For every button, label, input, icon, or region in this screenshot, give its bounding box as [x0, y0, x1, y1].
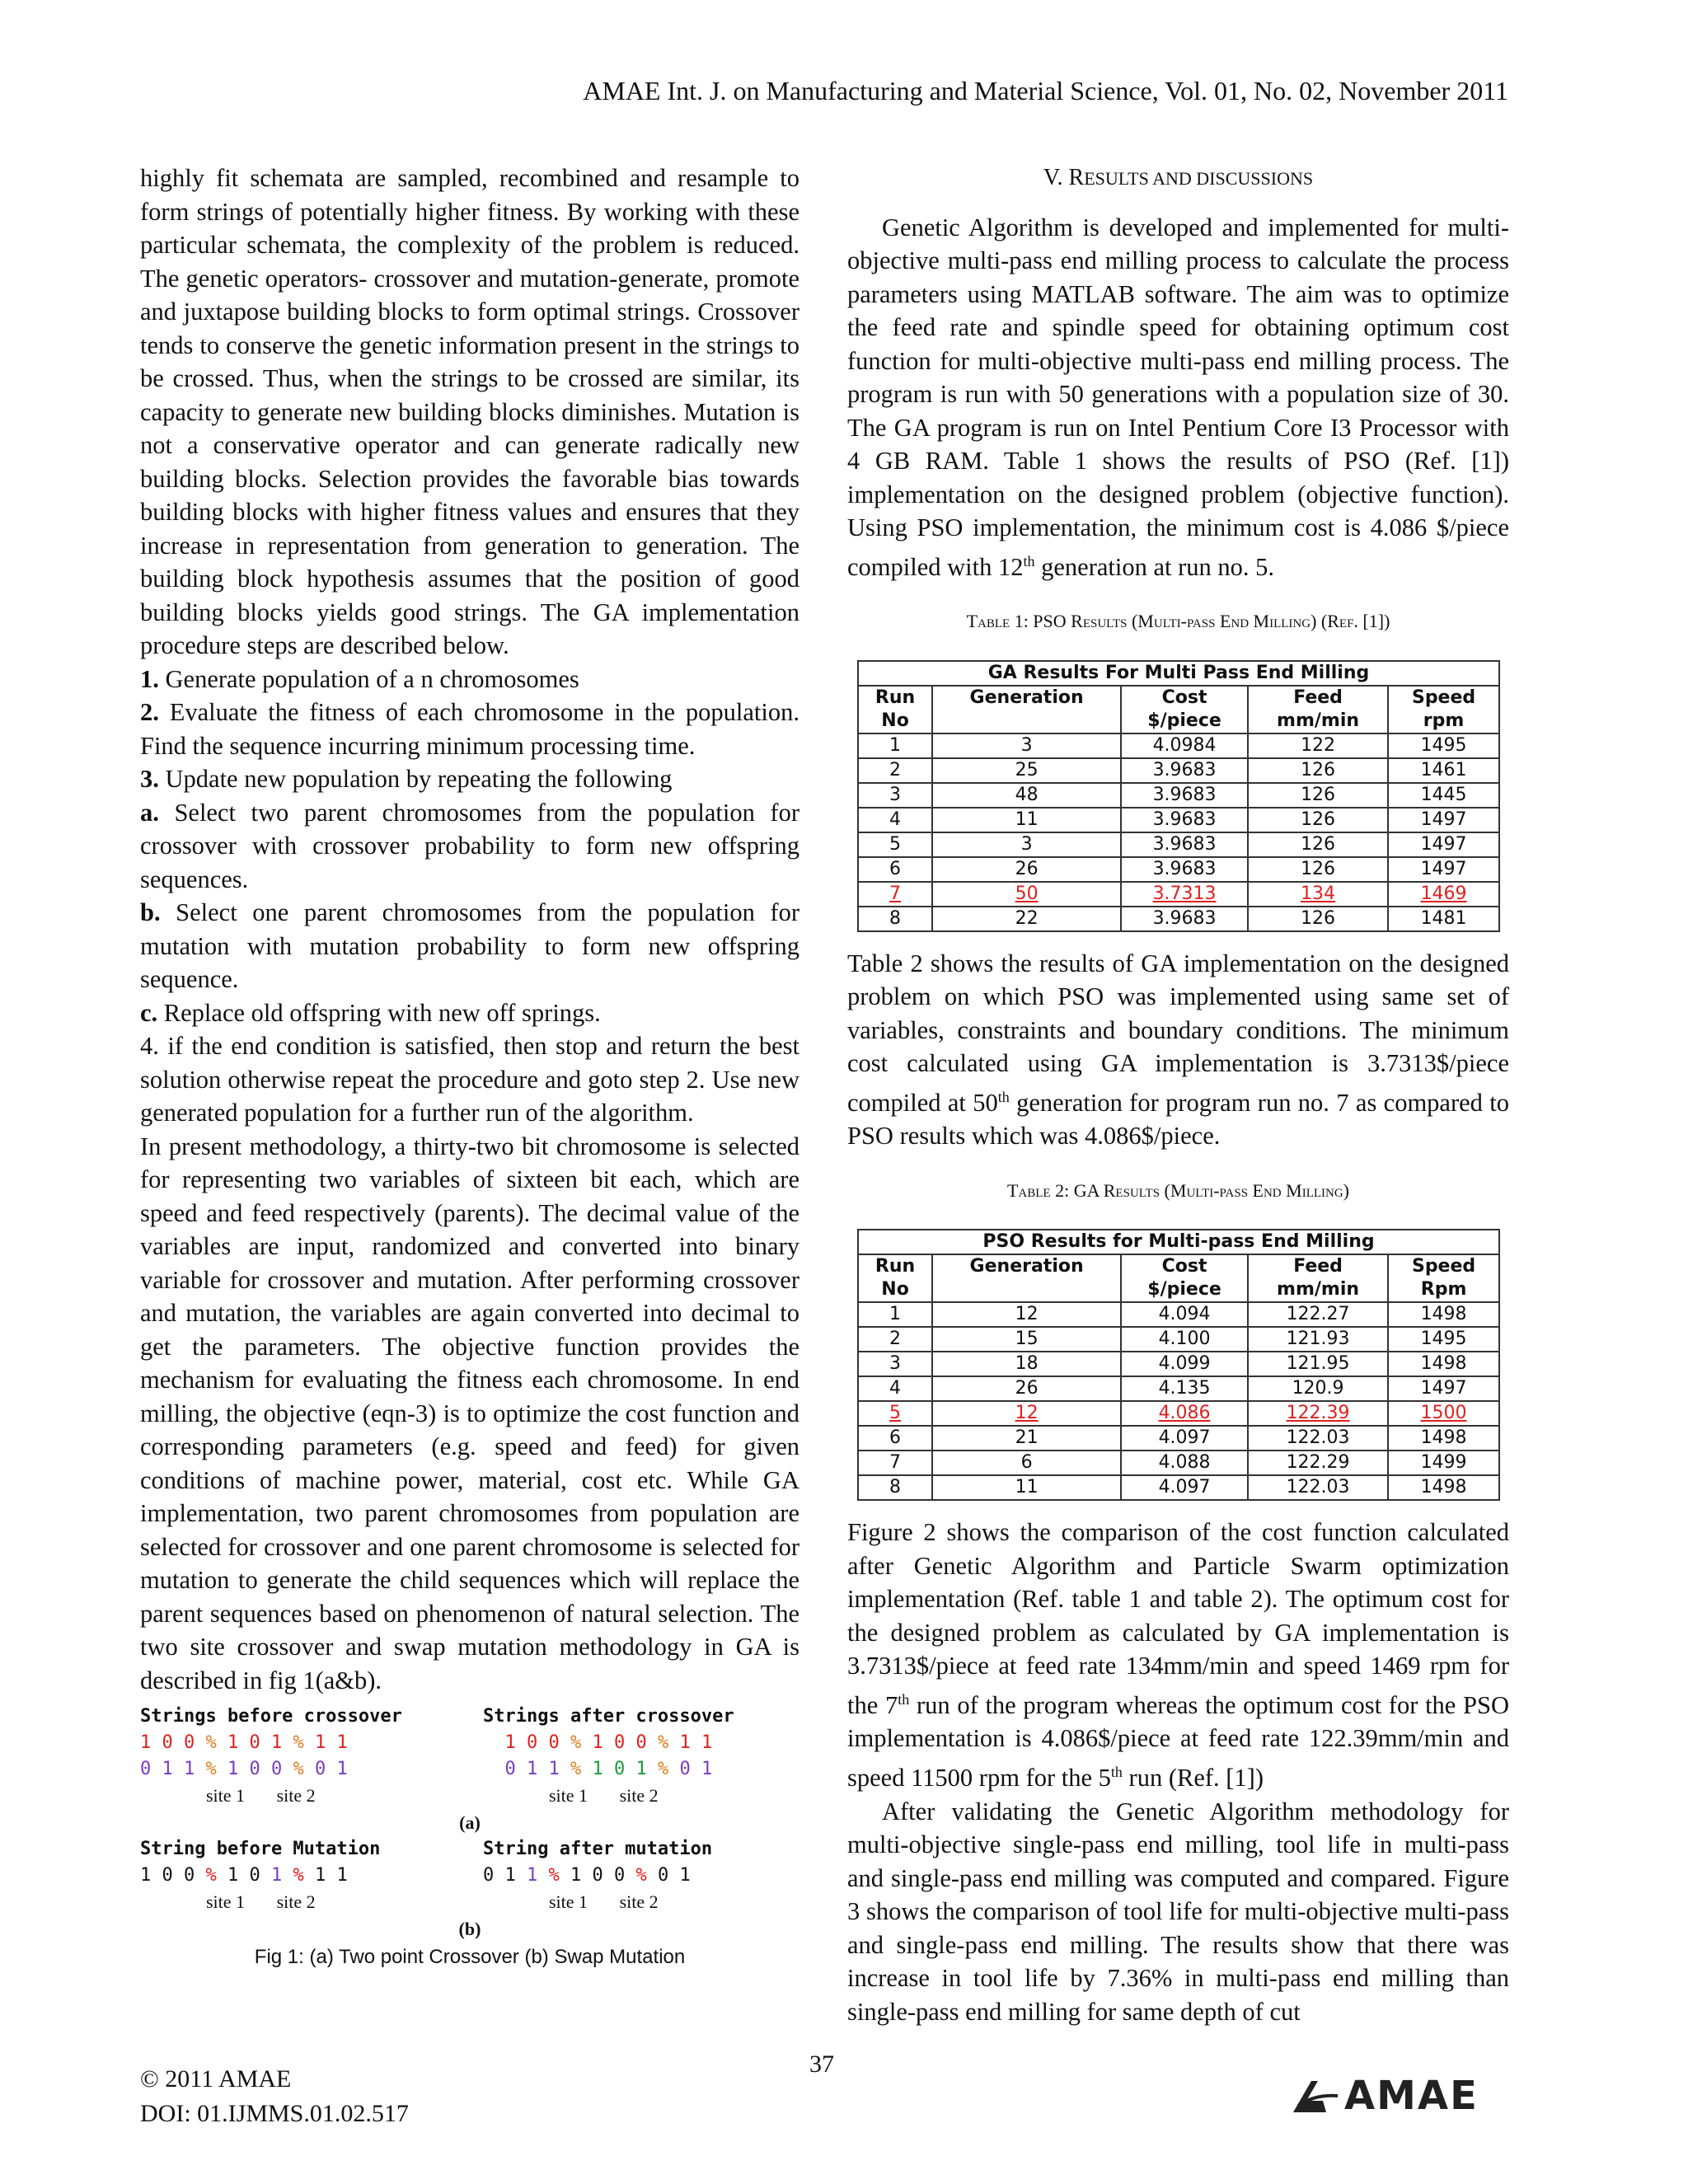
table-cell: 3.9683	[1121, 758, 1248, 783]
table-cell: 1498	[1388, 1302, 1499, 1327]
table-header-cell: Generation	[932, 1254, 1121, 1302]
table-cell: 4.135	[1121, 1376, 1248, 1401]
table-cell: 1499	[1388, 1451, 1499, 1475]
table-cell: 25	[932, 758, 1121, 783]
table-cell: 134	[1248, 882, 1388, 907]
body-paragraph: highly fit schemata are sampled, recombined and resample to form strings of potentially higher fitness. By working with these particular schemata, the complexity of the problem is reduced. The genetic operators- crossover and mutation-generate, promote and juxtapose building blocks to form optimal strings. Crossover tends to conserve the genetic information present in the strings to be crossed. Thus, when the strings to be crossed are similar, its capacity to generate new building blocks diminishes. Mutation is not a conservative operator and can generate radically new building blocks. Selection provides the favorable bias towards building blocks with higher fitness values and ensures that they increase in representation from generation to generation. The building block hypothesis assumes that the position of good building blocks yields good strings. The GA implementation procedure steps are described below.	[140, 164, 799, 659]
table-cell: 3	[858, 783, 932, 808]
figure-label-b: (b)	[458, 1919, 481, 1939]
table-cell: 121.93	[1248, 1327, 1388, 1352]
table-cell: 3	[858, 1352, 932, 1376]
table-row	[858, 832, 1499, 857]
table-1-title: GA Results For Multi Pass End Milling	[858, 661, 1499, 686]
child-string-2: 0 1 1 % 1 0 1 % 0 1	[504, 1759, 713, 1779]
body-paragraph: In present methodology, a thirty-two bit chromosome is selected for representing two variables of sixteen bit each, which are speed and feed respectively (parents). The decimal value of the variables are input, randomized and converted into binary variable for crossover and mutation. After performing crossover and mutation, the variables are again converted into decimal to get the parameters. The objective function provides the mechanism for evaluating the fitness each chromosome. In end milling, the objective (eqn-3) is to optimize the cost function and corresponding parameters (e.g. speed and feed) for given conditions of machine power, material, cost etc. While GA implementation, two parent chromosomes from population are selected for crossover and one parent chromosome is selected for mutation to generate the child sequences which will replace the parent sequences based on phenomenon of natural selection. The two site crossover and swap mutation methodology in GA is described in fig 1(a&b).	[140, 1132, 799, 1694]
table-cell: 3.9683	[1121, 783, 1248, 808]
table-row	[858, 1327, 1499, 1352]
table-cell: 6	[932, 1451, 1121, 1475]
table-cell: 1481	[1388, 907, 1499, 931]
table-cell: 4.097	[1121, 1426, 1248, 1451]
table-cell: 6	[858, 1426, 932, 1451]
table-cell: 126	[1248, 783, 1388, 808]
table-2	[857, 1229, 1500, 1501]
step-item: 3. Update new population by repeating the following	[140, 765, 673, 793]
table-row	[858, 808, 1499, 832]
table-cell: 12	[932, 1302, 1121, 1327]
table-header-cell: Feed mm/min	[1248, 1254, 1388, 1302]
table-cell: 3	[932, 832, 1121, 857]
body-paragraph: After validating the Genetic Algorithm methodology for multi-objective single-pass end milling, tool life in multi-pass and single-pass end milling was computed and compared. Figure 3 shows the comparison of tool life for multi-objective multi-pass and single-pass end milling. The results show that there was increase in tool life by 7.36% in multi-pass end milling than single-pass end milling for same depth of cut	[847, 1797, 1509, 2026]
table-row	[858, 733, 1499, 758]
table-cell: 11	[932, 1475, 1121, 1500]
table-cell: 2	[858, 1327, 932, 1352]
table-cell: 1461	[1388, 758, 1499, 783]
mutation-string-after: 0 1 1 % 1 0 0 % 0 1	[483, 1865, 691, 1886]
table-cell: 126	[1248, 857, 1388, 882]
table-header-cell: Speed Rpm	[1388, 1254, 1499, 1302]
parent-string-1: 1 0 0 % 1 0 1 % 1 1	[140, 1732, 348, 1753]
table-cell: 120.9	[1248, 1376, 1388, 1401]
table-cell: 1469	[1388, 882, 1499, 907]
table-cell: 1497	[1388, 1376, 1499, 1401]
table-cell: 1	[858, 1302, 932, 1327]
table-header-cell: Generation	[932, 686, 1121, 733]
table-row	[858, 1426, 1499, 1451]
body-paragraph: Table 2 shows the results of GA implementation on the designed problem on which PSO was implemented using same set of variables, constraints and boundary conditions. The minimum cost calculated using GA implementation is 3.7313$/piece compiled at 50th generation for program run no. 7 as compared to PSO results which was 4.086$/piece.	[847, 949, 1509, 1151]
table-cell: 4	[858, 1376, 932, 1401]
table-row	[858, 1302, 1499, 1327]
table-row	[858, 857, 1499, 882]
step-item: b. Select one parent chromosomes from the population for mutation with mutation probability to form new offspring sequence.	[140, 898, 799, 993]
table-cell: 1498	[1388, 1352, 1499, 1376]
parent-string-2: 0 1 1 % 1 0 0 % 0 1	[140, 1759, 348, 1779]
step-item: c. Replace old offspring with new off springs.	[140, 998, 601, 1027]
footer	[140, 2062, 409, 2131]
table-cell: 126	[1248, 907, 1388, 931]
step-item: 1. Generate population of a n chromosomes	[140, 664, 579, 693]
table-cell: 1498	[1388, 1475, 1499, 1500]
copyright: © 2011 AMAE	[140, 2065, 292, 2093]
table-cell: 4	[858, 808, 932, 832]
table-cell: 122.27	[1248, 1302, 1388, 1327]
table-cell: 48	[932, 783, 1121, 808]
right-column	[847, 162, 1509, 2028]
table-cell: 18	[932, 1352, 1121, 1376]
table-cell: 126	[1248, 758, 1388, 783]
table-cell: 3.9683	[1121, 808, 1248, 832]
table-cell: 4.0984	[1121, 733, 1248, 758]
table-cell: 1495	[1388, 1327, 1499, 1352]
table-cell: 12	[932, 1401, 1121, 1426]
table-row	[858, 1376, 1499, 1401]
table-cell: 3.9683	[1121, 857, 1248, 882]
table-cell: 122	[1248, 733, 1388, 758]
table-cell: 3.9683	[1121, 907, 1248, 931]
amae-logo: AMAE	[1290, 2073, 1479, 2119]
table-cell: 4.088	[1121, 1451, 1248, 1475]
table-header-cell: Cost $/piece	[1121, 686, 1248, 733]
table-row	[858, 1451, 1499, 1475]
before-crossover-title: Strings before crossover	[140, 1706, 402, 1727]
section-title: V. RESULTS AND DISCUSSIONS	[1043, 165, 1314, 190]
table-cell: 26	[932, 1376, 1121, 1401]
table-2-title: PSO Results for Multi-pass End Milling	[858, 1230, 1499, 1254]
table-cell: 4.086	[1121, 1401, 1248, 1426]
table-cell: 126	[1248, 832, 1388, 857]
table-cell: 121.95	[1248, 1352, 1388, 1376]
body-paragraph: Figure 2 shows the comparison of the cost function calculated after Genetic Algorithm and Particle Swarm optimization implementation (Ref. table 1 and table 2). The optimum cost for the designed problem as calculated by GA implementation is 3.7313$/piece at feed rate 134mm/min and speed 1469 rpm for the 7th run of the program whereas the optimum cost for the PSO implementation is 4.086$/piece at feed rate 122.39mm/min and speed 11500 rpm for the 5th run (Ref. [1])	[847, 1518, 1509, 1793]
table-cell: 1	[858, 733, 932, 758]
table-row	[858, 907, 1499, 931]
table-header-cell: Feed mm/min	[1248, 686, 1388, 733]
table-cell: 122.03	[1248, 1426, 1388, 1451]
table-cell: 1495	[1388, 733, 1499, 758]
table-cell: 7	[858, 1451, 932, 1475]
amae-logo-icon	[1290, 2078, 1339, 2114]
table-cell: 3.9683	[1121, 832, 1248, 857]
child-string-1: 1 0 0 % 1 0 0 % 1 1	[504, 1732, 713, 1753]
table-row	[858, 1475, 1499, 1500]
figure-caption: Fig 1: (a) Two point Crossover (b) Swap Mutation	[254, 1946, 686, 1968]
table-row	[858, 758, 1499, 783]
table-cell: 8	[858, 907, 932, 931]
table-cell: 1500	[1388, 1401, 1499, 1426]
table-cell: 122.39	[1248, 1401, 1388, 1426]
table-header-cell: Run No	[858, 686, 932, 733]
step-item: 2. Evaluate the fitness of each chromosome in the population. Find the sequence incurring minimum processing time.	[140, 698, 799, 760]
table-cell: 21	[932, 1426, 1121, 1451]
table-cell: 5	[858, 832, 932, 857]
table-cell: 4.099	[1121, 1352, 1248, 1376]
step-item: 4. if the end condition is satisfied, then stop and return the best solution otherwise repeat the procedure and goto step 2. Use new generated population for a further run of the algorithm.	[140, 1032, 799, 1127]
step-item: a. Select two parent chromosomes from the population for crossover with crossover probability to form new offspring sequences.	[140, 798, 799, 893]
table-cell: 4.100	[1121, 1327, 1248, 1352]
table-header-cell: Cost $/piece	[1121, 1254, 1248, 1302]
figure-label-a: (a)	[459, 1812, 481, 1833]
table-row	[858, 882, 1499, 907]
table-cell: 4.094	[1121, 1302, 1248, 1327]
table-cell: 6	[858, 857, 932, 882]
table-cell: 2	[858, 758, 932, 783]
table-header-cell: Run No	[858, 1254, 932, 1302]
table-cell: 126	[1248, 808, 1388, 832]
table-row	[858, 1401, 1499, 1426]
table-cell: 1497	[1388, 832, 1499, 857]
table-cell: 1445	[1388, 783, 1499, 808]
table-cell: 1497	[1388, 857, 1499, 882]
table-1-caption: Table 1: PSO Results (Multi-pass End Milling) (Ref. [1])	[966, 611, 1390, 632]
table-row	[858, 783, 1499, 808]
mutation-string-before: 1 0 0 % 1 0 1 % 1 1	[140, 1865, 348, 1886]
table-1	[857, 660, 1500, 932]
table-cell: 3.7313	[1121, 882, 1248, 907]
after-crossover-title: Strings after crossover	[483, 1706, 734, 1727]
table-cell: 15	[932, 1327, 1121, 1352]
table-cell: 122.03	[1248, 1475, 1388, 1500]
left-column	[140, 162, 799, 1971]
table-cell: 26	[932, 857, 1121, 882]
after-mutation-title: String after mutation	[483, 1839, 713, 1859]
table-cell: 3	[932, 733, 1121, 758]
table-header-cell: Speed rpm	[1388, 686, 1499, 733]
table-2-caption: Table 2: GA Results (Multi-pass End Milling)	[1006, 1179, 1350, 1201]
table-cell: 22	[932, 907, 1121, 931]
table-cell: 1497	[1388, 808, 1499, 832]
body-paragraph: Genetic Algorithm is developed and implemented for multi-objective multi-pass end milling process to calculate the process parameters using MATLAB software. The aim was to optimize the feed rate and spindle speed for obtaining optimum cost function for multi-objective multi-pass end milling process. The program is run with 50 generations with a population size of 30. The GA program is run on Intel Pentium Core I3 Processor with 4 GB RAM. Table 1 shows the results of PSO (Ref. [1]) implementation on the designed problem (objective function). Using PSO implementation, the minimum cost is 4.086 $/piece compiled with 12th generation at run no. 5.	[847, 213, 1509, 581]
table-cell: 11	[932, 808, 1121, 832]
before-mutation-title: String before Mutation	[140, 1839, 381, 1859]
running-header: AMAE Int. J. on Manufacturing and Material Science, Vol. 01, No. 02, November 2011	[583, 76, 1508, 105]
table-cell: 50	[932, 882, 1121, 907]
doi: DOI: 01.IJMMS.01.02.517	[140, 2100, 409, 2127]
table-cell: 1498	[1388, 1426, 1499, 1451]
page-number: 37	[809, 2050, 834, 2078]
table-cell: 5	[858, 1401, 932, 1426]
figure-1: Strings before crossover 1 0 0 % 1 0 1 % 1 1 0 1 1 % 1 0 0 % 0 1 site 1 site 2 Strings after crossover 1 0 0 % 1 0 0 % 1 1 0 1 1 % 1 0 1 % 0 1 site 1 site 2 (a) String before Mutation 1 0 0 % 1 0 1 % 1 1 site 1 site 2 String after mutation 0 1 1 % 1 0 0 % 0 1 site 1 site 2 (b) Fig 1: (a) Two point Crossover (b) Swap Mutation	[140, 1704, 799, 1971]
table-row	[858, 1352, 1499, 1376]
table-cell: 122.29	[1248, 1451, 1388, 1475]
table-cell: 4.097	[1121, 1475, 1248, 1500]
table-cell: 7	[858, 882, 932, 907]
table-cell: 8	[858, 1475, 932, 1500]
